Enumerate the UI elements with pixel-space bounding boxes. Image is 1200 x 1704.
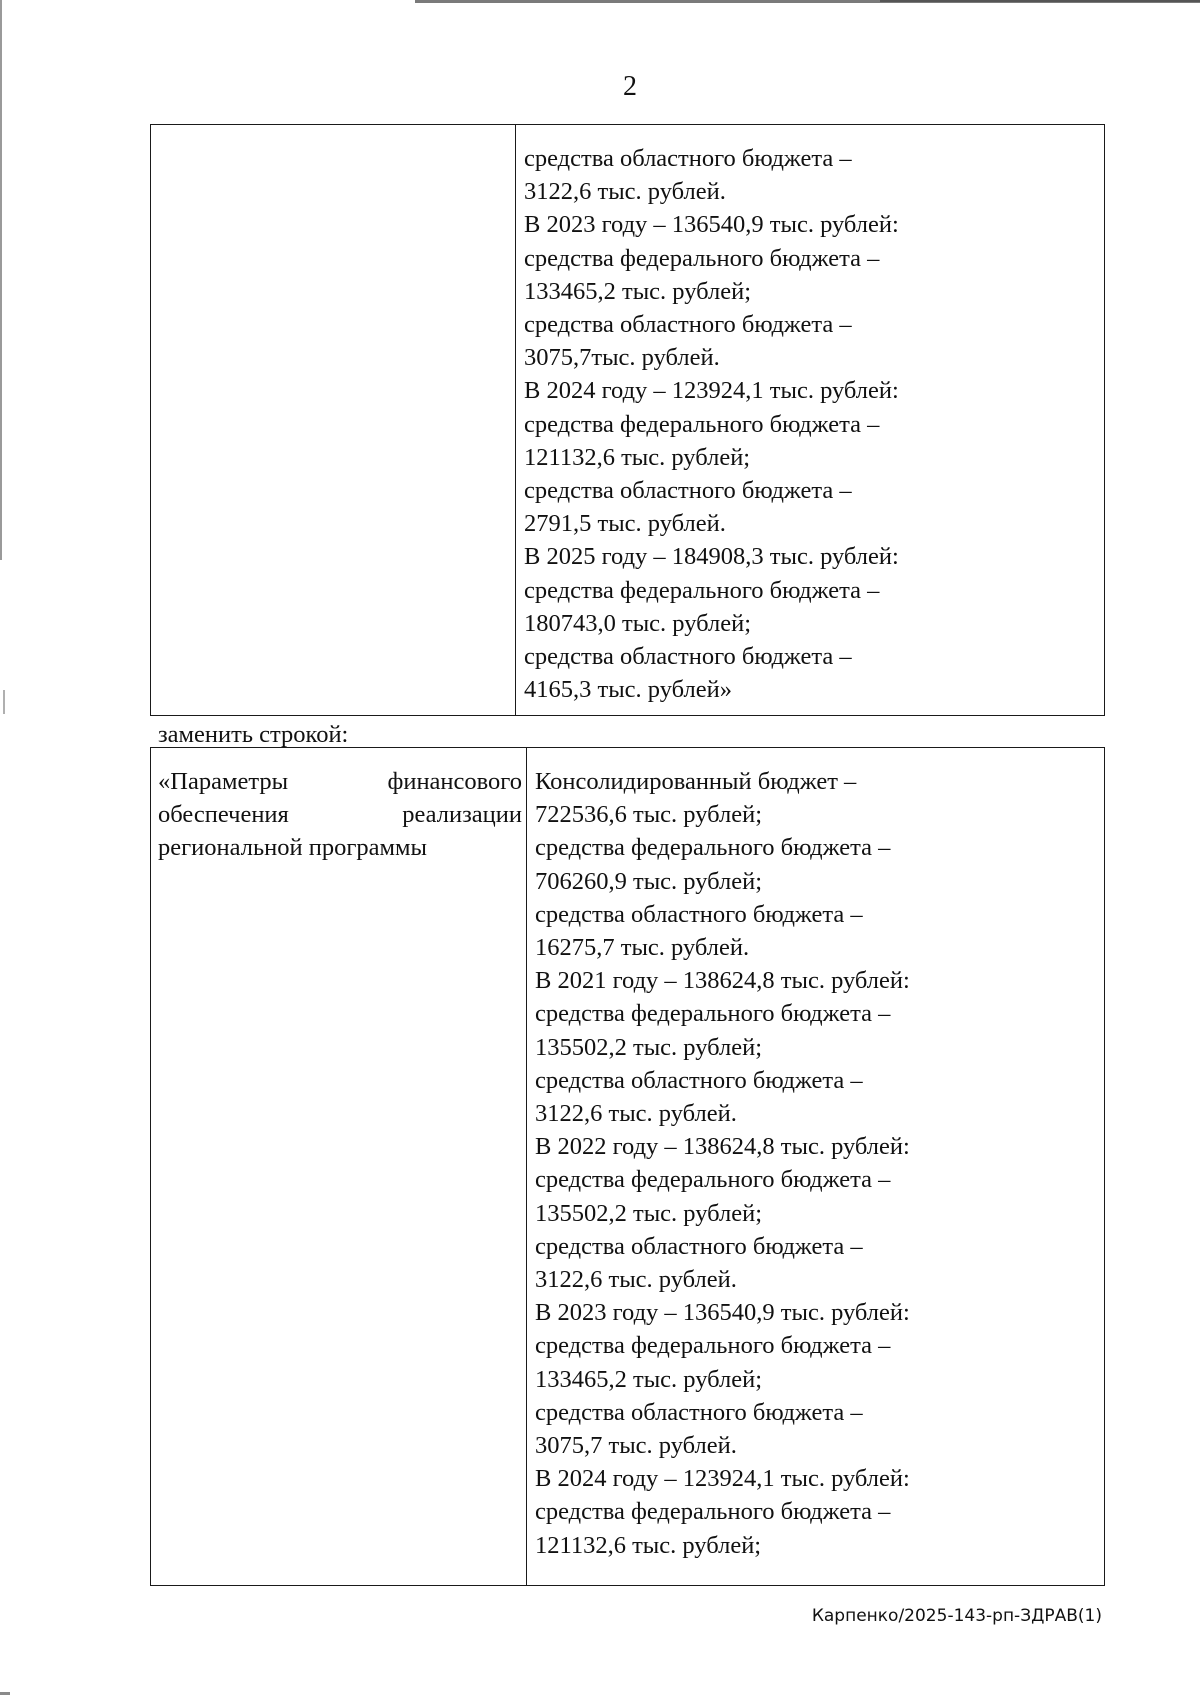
replacement-table: [150, 747, 1105, 1586]
text-line: средства федерального бюджета –: [524, 410, 880, 438]
text-word: реализации: [402, 801, 522, 829]
table-row: [151, 125, 1105, 716]
text-line: средства федерального бюджета –: [535, 1498, 891, 1526]
text-line: средства федерального бюджета –: [524, 576, 880, 604]
text-line: В 2024 году – 123924,1 тыс. рублей:: [535, 1465, 910, 1493]
document-code: Карпенко/2025-143-рп-ЗДРАВ(1): [811, 1606, 1102, 1626]
text-line: средства областного бюджета –: [524, 477, 852, 505]
text-line: средства областного бюджета –: [535, 1066, 863, 1094]
text-line: В 2021 году – 138624,8 тыс. рублей:: [535, 967, 910, 995]
text-line: 3122,6 тыс. рублей.: [535, 1266, 737, 1294]
text-line: средства федерального бюджета –: [535, 1332, 891, 1360]
text-line: средства федерального бюджета –: [535, 1166, 891, 1194]
page-number: 2: [623, 71, 637, 102]
text-word: обеспечения: [158, 801, 289, 829]
text-line: средства областного бюджета –: [524, 643, 852, 671]
text-line: 16275,7 тыс. рублей.: [535, 934, 750, 962]
text-line: средства областного бюджета –: [535, 1398, 863, 1426]
text-line: 706260,9 тыс. рублей;: [535, 867, 763, 895]
funding-cell: [527, 748, 1105, 1586]
text-line: средства областного бюджета –: [524, 311, 852, 339]
text-line: средства федерального бюджета –: [524, 244, 880, 272]
text-line: Консолидированный бюджет –: [535, 768, 857, 795]
funding-lines: [535, 765, 1104, 1562]
text-line: 121132,6 тыс. рублей;: [524, 443, 751, 471]
text-line: 135502,2 тыс. рублей;: [535, 1033, 763, 1061]
text-line: В 2022 году – 138624,8 тыс. рублей:: [535, 1133, 910, 1161]
text-line: В 2025 году – 184908,3 тыс. рублей:: [524, 543, 899, 571]
text-line: средства областного бюджета –: [535, 1232, 863, 1260]
text-line: В 2023 году – 136540,9 тыс. рублей:: [535, 1299, 910, 1327]
text-line: В 2023 году – 136540,9 тыс. рублей:: [524, 211, 899, 239]
table-row: [151, 748, 1105, 1586]
text-line: средства федерального бюджета –: [535, 1000, 891, 1028]
text-line: 133465,2 тыс. рублей;: [535, 1365, 763, 1393]
table-cell-empty: [151, 125, 516, 716]
text-line: [158, 765, 522, 798]
funding-lines: [524, 142, 1104, 706]
text-line: 3122,6 тыс. рублей.: [524, 178, 726, 206]
text-line: средства областного бюджета –: [535, 900, 863, 928]
text-line: 133465,2 тыс. рублей;: [524, 277, 752, 305]
text-line: средства областного бюджета –: [524, 145, 852, 172]
parameter-title-cell: [151, 748, 527, 1586]
text-line: 2791,5 тыс. рублей.: [524, 510, 726, 538]
scan-mark: [3, 690, 5, 714]
text-line: 3075,7 тыс. рублей.: [535, 1432, 737, 1460]
scan-edge-top-line: [880, 0, 1200, 2]
continued-table: [150, 124, 1105, 716]
funding-cell: [516, 125, 1105, 716]
text-line: 180743,0 тыс. рублей;: [524, 609, 752, 637]
text-line: 135502,2 тыс. рублей;: [535, 1199, 763, 1227]
text-word: «Параметры: [158, 768, 289, 795]
text-line: 722536,6 тыс. рублей;: [535, 801, 763, 829]
text-line: [158, 798, 522, 831]
text-line: 3075,7тыс. рублей.: [524, 344, 720, 372]
replace-instruction: заменить строкой:: [158, 721, 349, 748]
text-line: 4165,3 тыс. рублей»: [524, 676, 732, 704]
text-line: средства федерального бюджета –: [535, 834, 891, 862]
text-line: [158, 831, 522, 864]
scan-mark-bottom: [0, 1692, 10, 1695]
text-line: В 2024 году – 123924,1 тыс. рублей:: [524, 377, 899, 405]
text-word: финансового: [387, 768, 522, 795]
text-word: региональной программы: [158, 834, 427, 862]
text-line: 3122,6 тыс. рублей.: [535, 1100, 737, 1128]
text-line: 121132,6 тыс. рублей;: [535, 1531, 762, 1559]
parameter-title: [158, 765, 522, 865]
